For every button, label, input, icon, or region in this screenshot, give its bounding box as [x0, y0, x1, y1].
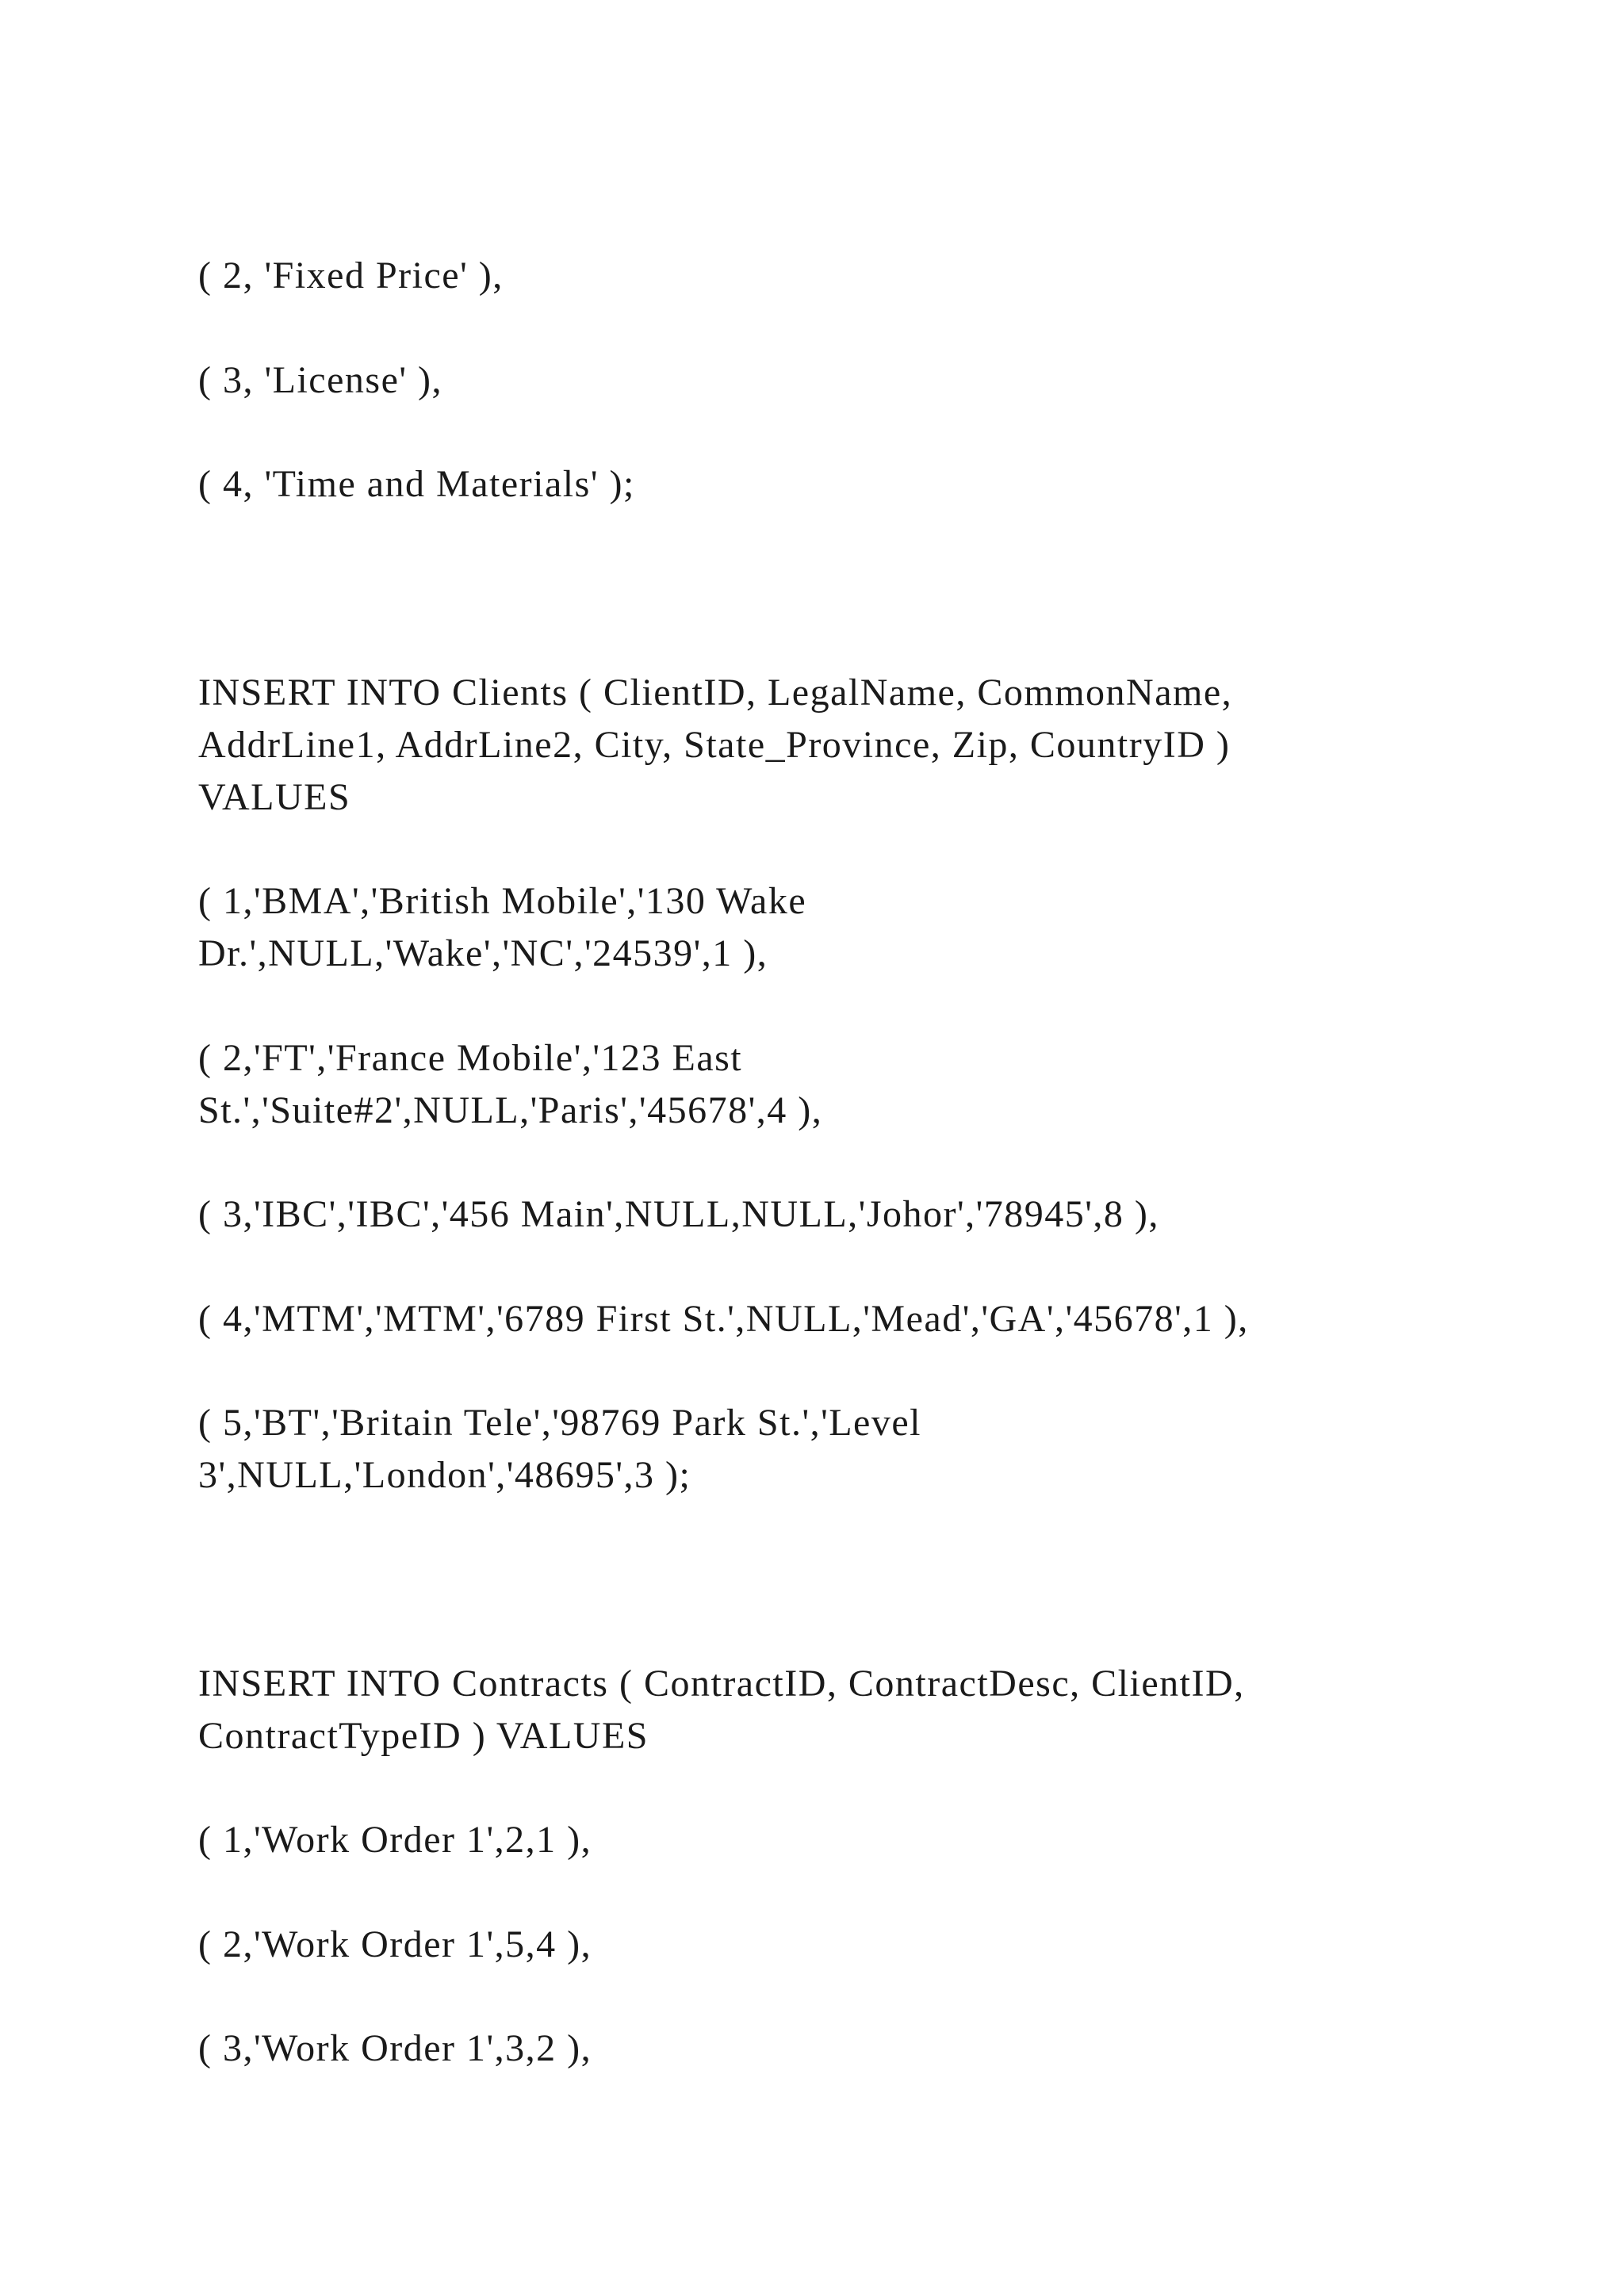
- text-line: ( 5,'BT','Britain Tele','98769 Park St.','Level: [198, 1402, 921, 1444]
- text-line: INSERT INTO Contracts ( ContractID, ContractDesc, ClientID,: [198, 1663, 1245, 1705]
- text-line: AddrLine1, AddrLine2, City, State_Province, Zip, CountryID ): [198, 724, 1231, 766]
- text-line: Dr.',NULL,'Wake','NC','24539',1 ),: [198, 932, 768, 974]
- text-line: ( 3,'Work Order 1',3,2 ),: [198, 2027, 592, 2069]
- text-line: ( 3,'IBC','IBC','456 Main',NULL,NULL,'Johor','78945',8 ),: [198, 1193, 1159, 1235]
- text-line: ( 4, 'Time and Materials' );: [198, 463, 635, 505]
- text-line: ( 2,'FT','France Mobile','123 East: [198, 1037, 743, 1079]
- text-line: ( 3, 'License' ),: [198, 359, 443, 401]
- text-line: ( 1,'Work Order 1',2,1 ),: [198, 1819, 592, 1861]
- text-line: INSERT INTO Clients ( ClientID, LegalName, CommonName,: [198, 672, 1233, 714]
- text-line: St.','Suite#2',NULL,'Paris','45678',4 ),: [198, 1089, 823, 1131]
- text-line: 3',NULL,'London','48695',3 );: [198, 1454, 691, 1496]
- text-line: ( 4,'MTM','MTM','6789 First St.',NULL,'Mead','GA','45678',1 ),: [198, 1298, 1249, 1340]
- text-line: ( 1,'BMA','British Mobile','130 Wake: [198, 880, 807, 922]
- text-line: VALUES: [198, 776, 351, 818]
- text-line: ContractTypeID ) VALUES: [198, 1715, 649, 1757]
- text-line: ( 2, 'Fixed Price' ),: [198, 254, 504, 297]
- text-line: ( 2,'Work Order 1',5,4 ),: [198, 1923, 592, 1965]
